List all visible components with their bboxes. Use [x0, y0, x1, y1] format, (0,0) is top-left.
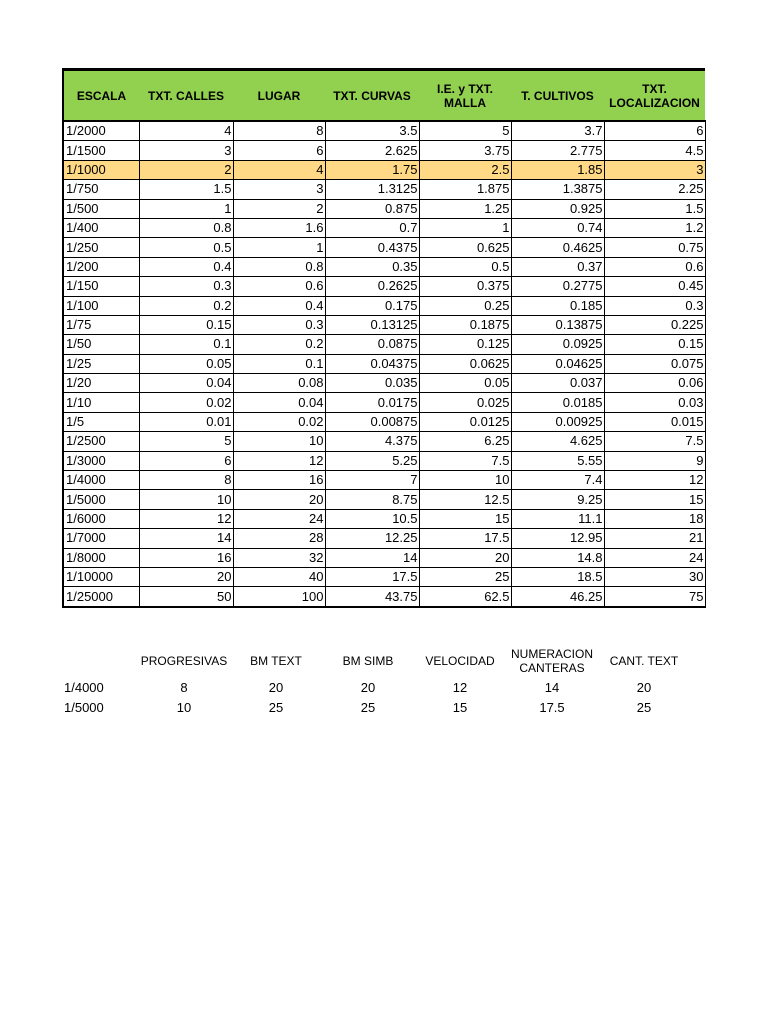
table-row — [63, 277, 705, 296]
table-row — [63, 529, 705, 548]
column-header: T. CULTIVOS — [511, 70, 604, 122]
value-cell: 0.0875 — [325, 335, 419, 354]
scale-cell: 1/4000 — [63, 471, 139, 490]
value-cell: 32 — [233, 548, 325, 567]
table-row — [63, 471, 705, 490]
value-cell: 15 — [419, 509, 511, 528]
scale-cell: 1/6000 — [63, 509, 139, 528]
table-row — [63, 199, 705, 218]
table-row — [63, 412, 705, 431]
value-cell: 3 — [233, 180, 325, 199]
value-cell: 4 — [139, 121, 233, 141]
value-cell: 15 — [604, 490, 705, 509]
value-cell: 14 — [325, 548, 419, 567]
value-cell: 10 — [233, 432, 325, 451]
value-cell: 20 — [636, 680, 652, 695]
value-cell: 0.15 — [139, 315, 233, 334]
value-cell: 1 — [419, 218, 511, 237]
value-cell: 20 — [139, 567, 233, 586]
scale-cell: 1/5000 — [63, 490, 139, 509]
scale-cell: 1/25000 — [63, 587, 139, 607]
value-cell: 0.4625 — [511, 238, 604, 257]
table-body — [63, 121, 705, 607]
value-cell: 2.25 — [604, 180, 705, 199]
value-cell: 0.075 — [604, 354, 705, 373]
value-cell: 1.3125 — [325, 180, 419, 199]
secondary-table-row — [62, 678, 690, 698]
value-cell: 15 — [452, 700, 468, 715]
secondary-column-header — [62, 644, 138, 678]
scale-cell: 1/200 — [63, 257, 139, 276]
value-cell: 0.37 — [511, 257, 604, 276]
value-cell: 12 — [452, 680, 468, 695]
value-cell: 0.4 — [139, 257, 233, 276]
value-cell: 1.85 — [511, 160, 604, 179]
value-cell: 6.25 — [419, 432, 511, 451]
value-cell: 5 — [139, 432, 233, 451]
value-cell: 0.185 — [511, 296, 604, 315]
value-cell: 25 — [636, 700, 652, 715]
value-cell: 17.5 — [419, 529, 511, 548]
value-cell: 16 — [139, 548, 233, 567]
value-cell: 0.04625 — [511, 354, 604, 373]
value-cell: 20 — [233, 490, 325, 509]
value-cell: 3.5 — [325, 121, 419, 141]
value-cell: 2 — [233, 199, 325, 218]
table-row — [63, 121, 705, 141]
value-cell: 0.5 — [419, 257, 511, 276]
value-cell: 0.925 — [511, 199, 604, 218]
value-cell: 0.05 — [139, 354, 233, 373]
value-cell: 1 — [233, 238, 325, 257]
value-cell: 0.13125 — [325, 315, 419, 334]
value-cell: 8 — [180, 680, 188, 695]
value-cell: 0.4 — [233, 296, 325, 315]
value-cell: 10 — [419, 471, 511, 490]
value-cell: 10 — [176, 700, 192, 715]
value-cell: 25 — [268, 700, 284, 715]
value-cell: 4.625 — [511, 432, 604, 451]
table-row — [63, 393, 705, 412]
value-cell: 25 — [360, 700, 376, 715]
value-cell: 0.02 — [233, 412, 325, 431]
value-cell: 1.6 — [233, 218, 325, 237]
secondary-column-header: CANT. TEXT — [609, 654, 679, 668]
value-cell: 0.7 — [325, 218, 419, 237]
value-cell: 0.00925 — [511, 412, 604, 431]
secondary-column-header: BM SIMB — [342, 654, 394, 668]
scale-cell: 1/500 — [63, 199, 139, 218]
scale-cell: 1/2000 — [63, 121, 139, 141]
table-row — [63, 567, 705, 586]
value-cell: 0.8 — [139, 218, 233, 237]
column-header: TXT. LOCALIZACION — [604, 70, 705, 122]
value-cell: 0.75 — [604, 238, 705, 257]
value-cell: 40 — [233, 567, 325, 586]
table-row — [63, 180, 705, 199]
value-cell: 0.25 — [419, 296, 511, 315]
value-cell: 4.375 — [325, 432, 419, 451]
value-cell: 2.775 — [511, 141, 604, 160]
value-cell: 0.2775 — [511, 277, 604, 296]
value-cell: 11.1 — [511, 509, 604, 528]
value-cell: 1.75 — [325, 160, 419, 179]
value-cell: 0.025 — [419, 393, 511, 412]
scale-cell: 1/10000 — [63, 567, 139, 586]
value-cell: 17.5 — [539, 700, 565, 715]
value-cell: 0.4375 — [325, 238, 419, 257]
value-cell: 50 — [139, 587, 233, 607]
value-cell: 12 — [604, 471, 705, 490]
value-cell: 0.06 — [604, 374, 705, 393]
table-row — [63, 490, 705, 509]
value-cell: 17.5 — [325, 567, 419, 586]
value-cell: 0.08 — [233, 374, 325, 393]
value-cell: 3.75 — [419, 141, 511, 160]
table-row — [63, 296, 705, 315]
value-cell: 20 — [360, 680, 376, 695]
scale-cell: 1/7000 — [63, 529, 139, 548]
value-cell: 12 — [139, 509, 233, 528]
value-cell: 12.5 — [419, 490, 511, 509]
value-cell: 20 — [419, 548, 511, 567]
value-cell: 0.45 — [604, 277, 705, 296]
value-cell: 0.00875 — [325, 412, 419, 431]
value-cell: 0.74 — [511, 218, 604, 237]
value-cell: 0.15 — [604, 335, 705, 354]
value-cell: 1.2 — [604, 218, 705, 237]
value-cell: 0.5 — [139, 238, 233, 257]
scale-text-size-table — [62, 68, 706, 608]
value-cell: 1 — [139, 199, 233, 218]
scale-cell: 1/1000 — [63, 160, 139, 179]
table-row — [63, 335, 705, 354]
value-cell: 0.1875 — [419, 315, 511, 334]
value-cell: 0.015 — [604, 412, 705, 431]
value-cell: 3 — [604, 160, 705, 179]
value-cell: 5.55 — [511, 451, 604, 470]
value-cell: 3 — [139, 141, 233, 160]
secondary-table-row — [62, 698, 690, 718]
table-row — [63, 218, 705, 237]
value-cell: 0.6 — [233, 277, 325, 296]
value-cell: 0.037 — [511, 374, 604, 393]
value-cell: 14 — [139, 529, 233, 548]
value-cell: 0.875 — [325, 199, 419, 218]
value-cell: 25 — [419, 567, 511, 586]
value-cell: 0.1 — [139, 335, 233, 354]
value-cell: 10.5 — [325, 509, 419, 528]
secondary-column-header: VELOCIDAD — [425, 654, 495, 668]
value-cell: 0.0925 — [511, 335, 604, 354]
scale-cell: 1/750 — [63, 180, 139, 199]
secondary-column-header: PROGRESIVAS — [140, 654, 228, 668]
value-cell: 8.75 — [325, 490, 419, 509]
value-cell: 18.5 — [511, 567, 604, 586]
value-cell: 28 — [233, 529, 325, 548]
scale-cell: 1/400 — [63, 218, 139, 237]
value-cell: 1.5 — [604, 199, 705, 218]
value-cell: 7 — [325, 471, 419, 490]
header-row — [63, 70, 705, 122]
value-cell: 24 — [604, 548, 705, 567]
scale-cell: 1/2500 — [63, 432, 139, 451]
value-cell: 12.95 — [511, 529, 604, 548]
value-cell: 0.2 — [139, 296, 233, 315]
value-cell: 0.225 — [604, 315, 705, 334]
table-row — [63, 509, 705, 528]
value-cell: 9.25 — [511, 490, 604, 509]
value-cell: 6 — [604, 121, 705, 141]
value-cell: 43.75 — [325, 587, 419, 607]
column-header: I.E. y TXT. MALLA — [419, 70, 511, 122]
scale-cell: 1/5000 — [64, 700, 104, 715]
value-cell: 8 — [139, 471, 233, 490]
value-cell: 21 — [604, 529, 705, 548]
scale-cell: 1/3000 — [63, 451, 139, 470]
value-cell: 2.5 — [419, 160, 511, 179]
value-cell: 24 — [233, 509, 325, 528]
value-cell: 4.5 — [604, 141, 705, 160]
scale-cell: 1/100 — [63, 296, 139, 315]
value-cell: 0.02 — [139, 393, 233, 412]
value-cell: 0.01 — [139, 412, 233, 431]
value-cell: 0.3 — [233, 315, 325, 334]
value-cell: 16 — [233, 471, 325, 490]
secondary-scale-table — [62, 644, 690, 718]
value-cell: 6 — [139, 451, 233, 470]
value-cell: 0.0185 — [511, 393, 604, 412]
value-cell: 1.25 — [419, 199, 511, 218]
column-header: TXT. CURVAS — [325, 70, 419, 122]
value-cell: 0.2625 — [325, 277, 419, 296]
value-cell: 14 — [544, 680, 560, 695]
value-cell: 0.035 — [325, 374, 419, 393]
value-cell: 20 — [268, 680, 284, 695]
value-cell: 1.5 — [139, 180, 233, 199]
value-cell: 7.5 — [604, 432, 705, 451]
table-row — [63, 587, 705, 607]
value-cell: 62.5 — [419, 587, 511, 607]
scale-cell: 1/4000 — [64, 680, 104, 695]
value-cell: 9 — [604, 451, 705, 470]
scale-cell: 1/10 — [63, 393, 139, 412]
table-row — [63, 257, 705, 276]
scale-cell: 1/8000 — [63, 548, 139, 567]
value-cell: 0.0175 — [325, 393, 419, 412]
value-cell: 46.25 — [511, 587, 604, 607]
table-row — [63, 141, 705, 160]
value-cell: 14.8 — [511, 548, 604, 567]
value-cell: 7.5 — [419, 451, 511, 470]
table-row — [63, 374, 705, 393]
value-cell: 0.13875 — [511, 315, 604, 334]
table-row — [63, 451, 705, 470]
value-cell: 12 — [233, 451, 325, 470]
value-cell: 0.04 — [233, 393, 325, 412]
value-cell: 0.04 — [139, 374, 233, 393]
value-cell: 0.35 — [325, 257, 419, 276]
value-cell: 30 — [604, 567, 705, 586]
value-cell: 75 — [604, 587, 705, 607]
value-cell: 5.25 — [325, 451, 419, 470]
scale-cell: 1/1500 — [63, 141, 139, 160]
column-header: LUGAR — [233, 70, 325, 122]
value-cell: 1.875 — [419, 180, 511, 199]
value-cell: 0.3 — [604, 296, 705, 315]
scale-cell: 1/5 — [63, 412, 139, 431]
value-cell: 2 — [139, 160, 233, 179]
secondary-column-header: BM TEXT — [250, 654, 302, 668]
value-cell: 6 — [233, 141, 325, 160]
value-cell: 0.03 — [604, 393, 705, 412]
value-cell: 0.0125 — [419, 412, 511, 431]
value-cell: 0.04375 — [325, 354, 419, 373]
column-header: TXT. CALLES — [139, 70, 233, 122]
table-row — [63, 160, 705, 179]
value-cell: 0.625 — [419, 238, 511, 257]
value-cell: 0.0625 — [419, 354, 511, 373]
scale-cell: 1/250 — [63, 238, 139, 257]
value-cell: 0.6 — [604, 257, 705, 276]
secondary-column-header: NUMERACION CANTERAS — [510, 647, 593, 675]
scale-cell: 1/20 — [63, 374, 139, 393]
value-cell: 0.125 — [419, 335, 511, 354]
table-row — [63, 432, 705, 451]
value-cell: 1.3875 — [511, 180, 604, 199]
value-cell: 0.05 — [419, 374, 511, 393]
scale-cell: 1/25 — [63, 354, 139, 373]
table-row — [63, 354, 705, 373]
value-cell: 5 — [419, 121, 511, 141]
table-row — [63, 548, 705, 567]
scale-cell: 1/50 — [63, 335, 139, 354]
table-row — [63, 315, 705, 334]
secondary-table-body — [62, 678, 690, 718]
value-cell: 0.375 — [419, 277, 511, 296]
value-cell: 7.4 — [511, 471, 604, 490]
column-header: ESCALA — [63, 70, 139, 122]
value-cell: 0.1 — [233, 354, 325, 373]
value-cell: 10 — [139, 490, 233, 509]
value-cell: 0.3 — [139, 277, 233, 296]
scale-cell: 1/75 — [63, 315, 139, 334]
secondary-header-row — [62, 644, 690, 678]
value-cell: 3.7 — [511, 121, 604, 141]
table-row — [63, 238, 705, 257]
value-cell: 0.8 — [233, 257, 325, 276]
value-cell: 18 — [604, 509, 705, 528]
value-cell: 100 — [233, 587, 325, 607]
value-cell: 0.2 — [233, 335, 325, 354]
scale-cell: 1/150 — [63, 277, 139, 296]
value-cell: 0.175 — [325, 296, 419, 315]
value-cell: 2.625 — [325, 141, 419, 160]
value-cell: 12.25 — [325, 529, 419, 548]
value-cell: 4 — [233, 160, 325, 179]
value-cell: 8 — [233, 121, 325, 141]
